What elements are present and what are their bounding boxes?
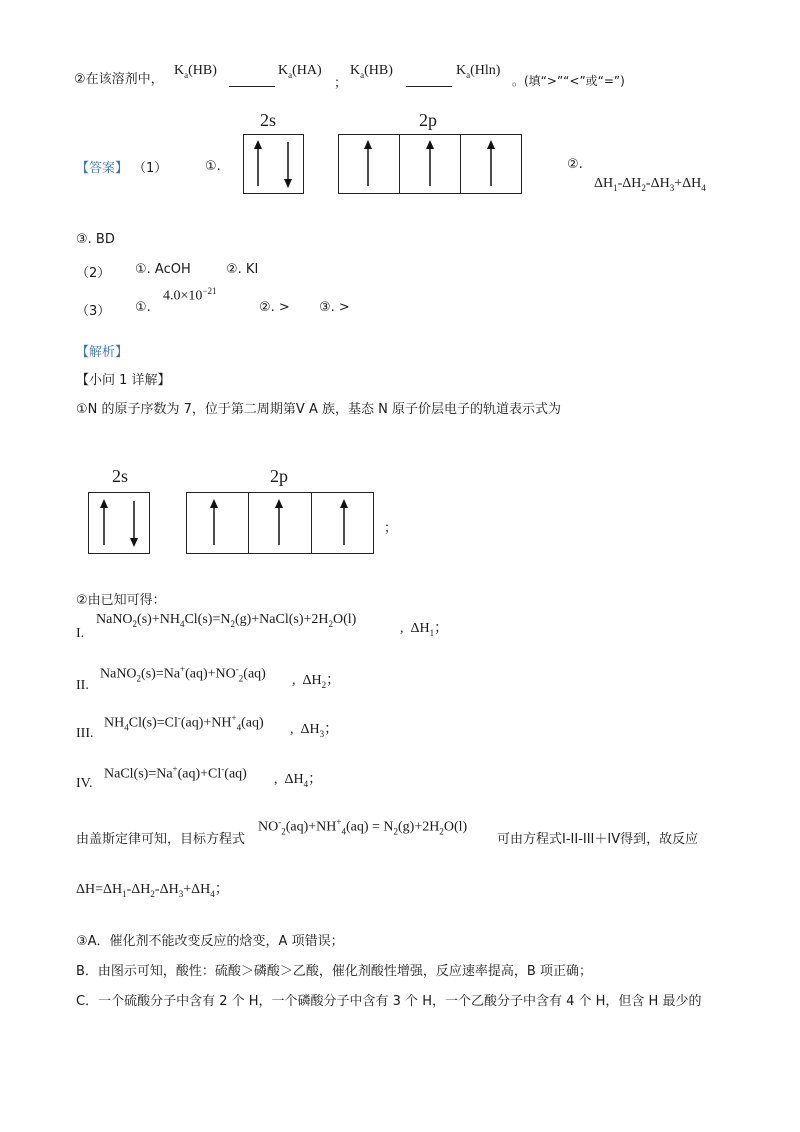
orbital-2p-box-answer [338,134,522,194]
spin-up-arrow-icon [339,499,349,547]
answer-c1: ①. [205,159,221,174]
eq1-dh: , $\Delta H_1$； [400,621,449,638]
eq2-num: II. [76,678,89,693]
spin-up-arrow-icon [274,499,284,547]
orbital-semicolon: ； [384,521,398,536]
answer-dh-expression: $\Delta H_1-\Delta H_2-\Delta H_3+\Delta H_4$ [594,176,706,193]
answer-tag: 【答案】 [76,161,129,176]
item3-a: ③A．催化剂不能改变反应的焓变，A 项错误； [76,934,344,949]
eq1-num: I. [76,626,85,641]
spin-down-arrow-icon [129,499,139,547]
eq4-equation: NaCl(s)=Na+(aq)+Cl-(aq) [104,764,247,782]
q2-sep: ； [334,76,348,91]
ka-hb-2: $K_a(HB)$ [350,63,393,80]
orbital-2p-label-answer: 2p [419,110,437,130]
spin-up-arrow-icon [209,499,219,547]
orbital-2p-box [186,492,374,554]
spin-up-arrow-icon [425,140,435,188]
analysis-sub1: 【小问 1 详解】 [76,373,171,388]
orbital-2s-label: 2s [112,466,129,486]
q2-hint: 。(填“>”“<”或“=”) [512,74,625,88]
spin-up-arrow-icon [99,499,109,547]
ka-ha: $K_a(HA)$ [278,63,322,80]
spin-down-arrow-icon [283,140,293,188]
eq4-num: IV. [76,776,93,791]
answer-part2: （2） [76,266,111,281]
answer-part3: （3） [76,304,111,319]
analysis-line1: ①N 的原子序数为 7，位于第二周期第Ⅴ A 族，基态 N 原子价层电子的轨道表示式为 [76,402,561,417]
answer-c2: ②. [567,157,583,172]
item3-b: B．由图示可知，酸性：硫酸＞磷酸＞乙酸，催化剂酸性增强，反应速率提高，B 项正确； [76,964,592,979]
hess-suffix: 可由方程式I-II-III＋IV得到，故反应 [497,832,699,847]
answer-p2-2: ②. KI [226,262,259,277]
ka-hin: $K_a(Hln)$ [456,63,501,80]
eq3-equation: $NH_4Cl(s)=Cl^-(aq)+NH^+_4(aq)$ [104,713,264,733]
orbital-2p-label: 2p [270,466,288,486]
item3-c: C．一个硫酸分子中含有 2 个 H，一个磷酸分子中含有 3 个 H，一个乙酸分子中含有 4 个 H，但含 H 最少的 [76,994,702,1009]
analysis-tag: 【解析】 [76,345,129,360]
orbital-2s-label-answer: 2s [260,110,277,130]
eq4-dh: , $\Delta H_4$； [274,772,323,789]
eq3-num: III. [76,726,94,741]
spin-up-arrow-icon [486,140,496,188]
answer-p3-1: ①. [135,300,151,315]
answer-p3-2: ②. > [259,300,290,315]
hess-result: $\Delta H=\Delta H_1-\Delta H_2-\Delta H_3+\Delta H_4$； [76,882,229,899]
spin-up-arrow-icon [253,140,263,188]
answer-p2-1: ①. AcOH [135,262,191,277]
blank-2 [406,86,452,87]
eq2-dh: , $\Delta H_2$； [292,673,341,690]
blank-1 [229,86,275,87]
answer-part1: （1） [133,161,168,176]
hess-target-equation: $NO^-_2(aq)+NH^+_4(aq) = N_2(g)+2H_2O(l)$ [258,817,468,837]
eq1-equation: $NaNO_2(s)+NH_4Cl(s)=N_2(g)+NaCl(s)+2H_2O(l)$ [96,612,357,629]
analysis-line2: ②由已知可得： [76,593,166,608]
orbital-2s-box [88,492,150,554]
spin-up-arrow-icon [363,140,373,188]
answer-c3: ③. BD [76,232,115,247]
q2-prefix: ②在该溶剂中， [74,72,164,87]
hess-prefix: 由盖斯定律可知，目标方程式 [76,832,246,847]
answer-p3-3: ③. > [319,300,350,315]
answer-p3-value: $4.0\times 10^{-21}$ [163,286,217,304]
orbital-2s-box-answer [243,134,304,194]
ka-hb-1: $K_a(HB)$ [174,63,217,80]
eq2-equation: $NaNO_2(s)=Na^+(aq)+NO^-_2(aq)$ [100,664,266,684]
eq3-dh: , $\Delta H_3$； [290,722,339,739]
